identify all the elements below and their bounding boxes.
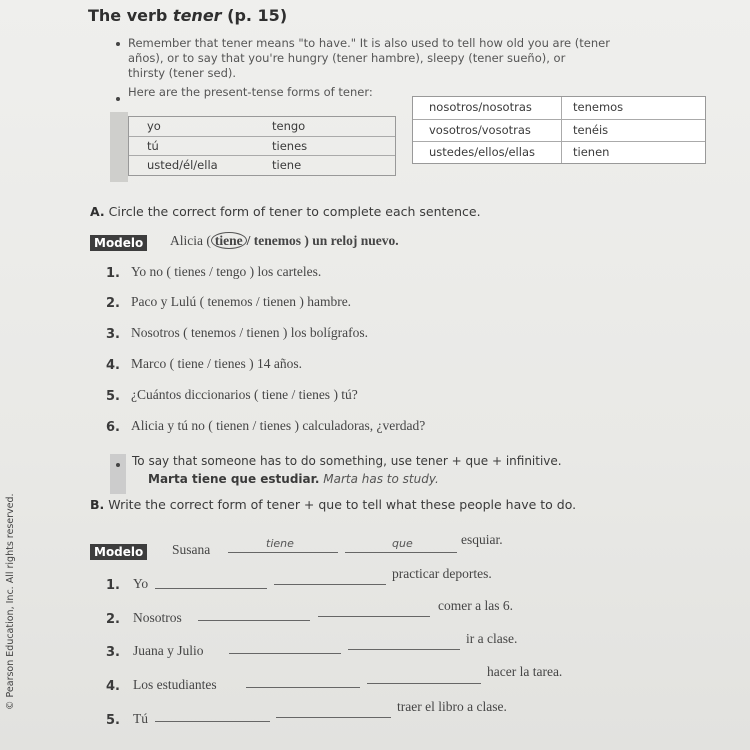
item-subject: Yo xyxy=(133,576,149,591)
item-ending: hacer la tarea. xyxy=(487,664,563,679)
table-row xyxy=(129,136,395,156)
item-number: 3. xyxy=(106,327,120,342)
plural-table xyxy=(412,96,706,164)
answer-blank-1[interactable] xyxy=(155,574,267,589)
item-subject: Tú xyxy=(133,711,148,726)
modelo-ending: esquiar. xyxy=(461,532,503,547)
item-subject: Nosotros xyxy=(133,610,182,625)
modelo-answer: tiene xyxy=(266,537,294,550)
answer-blank-1[interactable] xyxy=(229,639,341,654)
note-side-bar xyxy=(110,454,126,494)
item-ending: practicar deportes. xyxy=(392,566,492,581)
answer-blank-2[interactable] xyxy=(348,635,460,650)
item-number: 3. xyxy=(106,645,120,660)
item-number: 2. xyxy=(106,612,120,627)
item-number: 5. xyxy=(106,389,120,404)
table-side-bar xyxy=(110,112,128,182)
pronoun-cell: usted/él/ella xyxy=(147,158,218,172)
pronoun-cell: tú xyxy=(147,139,159,153)
item-number: 5. xyxy=(106,713,120,728)
answer-blank-1[interactable] xyxy=(198,606,310,621)
item-number: 1. xyxy=(106,578,120,593)
section-a-instruction: A. Circle the correct form of tener to complete each sentence. xyxy=(90,204,481,219)
verb-form-cell: tienes xyxy=(272,139,308,153)
item-number: 1. xyxy=(106,266,120,281)
worksheet-page: The verb tener (p. 15) Remember that tener means "to have." It is also used to tell how old you are (tener años), or to say that you're hungry (tener hambre), sleepy (tener sueño), or thirsty (tener sed). Here are the present-tense forms of tener: yo tengo tú tienes usted/él/ella tiene nosotros/nosotras tenemos vosotros/vosotras tenéis ustedes/ellos/ellas tienen A. Circle the correct form of tener to complete each sentence. Modelo Alicia ( tiene / tenemos ) un reloj nuevo. 1. Yo no ( tienes / tengo ) los carteles. 2. Paco y Lulú ( tenemos / tienen ) hambre. 3. Nosotros ( tenemos / tienen ) los bolígrafos. 4. Marco ( tiene / tienes ) 14 años. 5. ¿Cuántos diccionarios ( tiene / tienes ) tú? 6. Alicia y tú no ( tienen / tienes ) calculadoras, ¿verdad? To say that someone has to do something, use tener + que + infinitive. Marta tiene que estudiar. Marta has to study. B. Write the correct form of tener + que to tell what these people have to do. Modelo Susana tiene que esquiar. 1. Yo practicar deportes. 2. Nosotros comer a las 6. 3. Juana y Julio ir a clase. 4. Los estudiantes hacer la tarea. 5. Tú traer el libro a clase. © Pearson Education, Inc. All rights reserved. xyxy=(0,0,750,750)
page-title: The verb tener (p. 15) xyxy=(88,6,288,25)
item-number: 4. xyxy=(106,679,120,694)
bullet-dot xyxy=(116,42,120,46)
table-row xyxy=(413,119,705,142)
answer-blank-1[interactable] xyxy=(155,707,270,722)
section-b-instruction: B. Write the correct form of tener + que to tell what these people have to do. xyxy=(90,497,577,512)
modelo-sentence: Alicia ( tiene / tenemos ) un reloj nuevo. xyxy=(170,233,399,248)
modelo-label: Modelo xyxy=(90,544,147,560)
exercise-item[interactable]: Alicia y tú no ( tienen / tienes ) calculadoras, ¿verdad? xyxy=(131,418,426,433)
item-number: 2. xyxy=(106,296,120,311)
note-text: To say that someone has to do something, use tener + que + infinitive. xyxy=(132,454,562,468)
table-row xyxy=(129,155,395,175)
answer-blank-2[interactable] xyxy=(367,669,481,684)
verb-form-cell: tengo xyxy=(272,119,306,133)
answer-blank-2[interactable] xyxy=(274,570,386,585)
item-subject: Los estudiantes xyxy=(133,677,217,692)
exercise-item[interactable]: ¿Cuántos diccionarios ( tiene / tienes ) tú? xyxy=(131,387,358,402)
exercise-item[interactable]: Yo no ( tienes / tengo ) los carteles. xyxy=(131,264,322,279)
answer-blank-2[interactable] xyxy=(276,703,391,718)
pronoun-cell: ustedes/ellos/ellas xyxy=(429,145,535,159)
circled-answer: tiene xyxy=(211,232,247,249)
pronoun-cell: nosotros/nosotras xyxy=(429,100,532,114)
answer-blank-1[interactable] xyxy=(246,673,360,688)
conjugation-table xyxy=(110,92,706,184)
verb-form-cell: tienen xyxy=(573,145,610,159)
item-ending: traer el libro a clase. xyxy=(397,699,507,714)
grammar-note xyxy=(110,454,650,494)
table-row xyxy=(413,97,705,119)
item-number: 6. xyxy=(106,420,120,435)
answer-blank-2[interactable] xyxy=(318,602,430,617)
table-row xyxy=(129,117,395,136)
modelo-answer: que xyxy=(392,537,413,550)
pronoun-cell: yo xyxy=(147,119,161,133)
exercise-item[interactable]: Nosotros ( tenemos / tienen ) los bolígrafos. xyxy=(131,325,368,340)
pronoun-cell: vosotros/vosotras xyxy=(429,123,531,137)
table-row xyxy=(413,141,705,164)
note-example: Marta tiene que estudiar. Marta has to study. xyxy=(148,472,439,486)
verb-form-cell: tenéis xyxy=(573,123,609,137)
bullet-forms: Here are the present-tense forms of tener: xyxy=(128,85,373,99)
exercise-item[interactable]: Paco y Lulú ( tenemos / tienen ) hambre. xyxy=(131,294,352,309)
verb-form-cell: tenemos xyxy=(573,100,624,114)
item-ending: comer a las 6. xyxy=(438,598,513,613)
copyright-notice: © Pearson Education, Inc. All rights reserved. xyxy=(5,493,16,710)
verb-form-cell: tiene xyxy=(272,158,302,172)
exercise-item[interactable]: Marco ( tiene / tienes ) 14 años. xyxy=(131,356,302,371)
bullet-dot xyxy=(116,463,120,467)
modelo-label: Modelo xyxy=(90,235,147,251)
item-ending: ir a clase. xyxy=(466,631,518,646)
item-number: 4. xyxy=(106,358,120,373)
item-subject: Juana y Julio xyxy=(133,643,204,658)
singular-table xyxy=(128,116,396,176)
modelo-subject: Susana xyxy=(172,542,211,557)
